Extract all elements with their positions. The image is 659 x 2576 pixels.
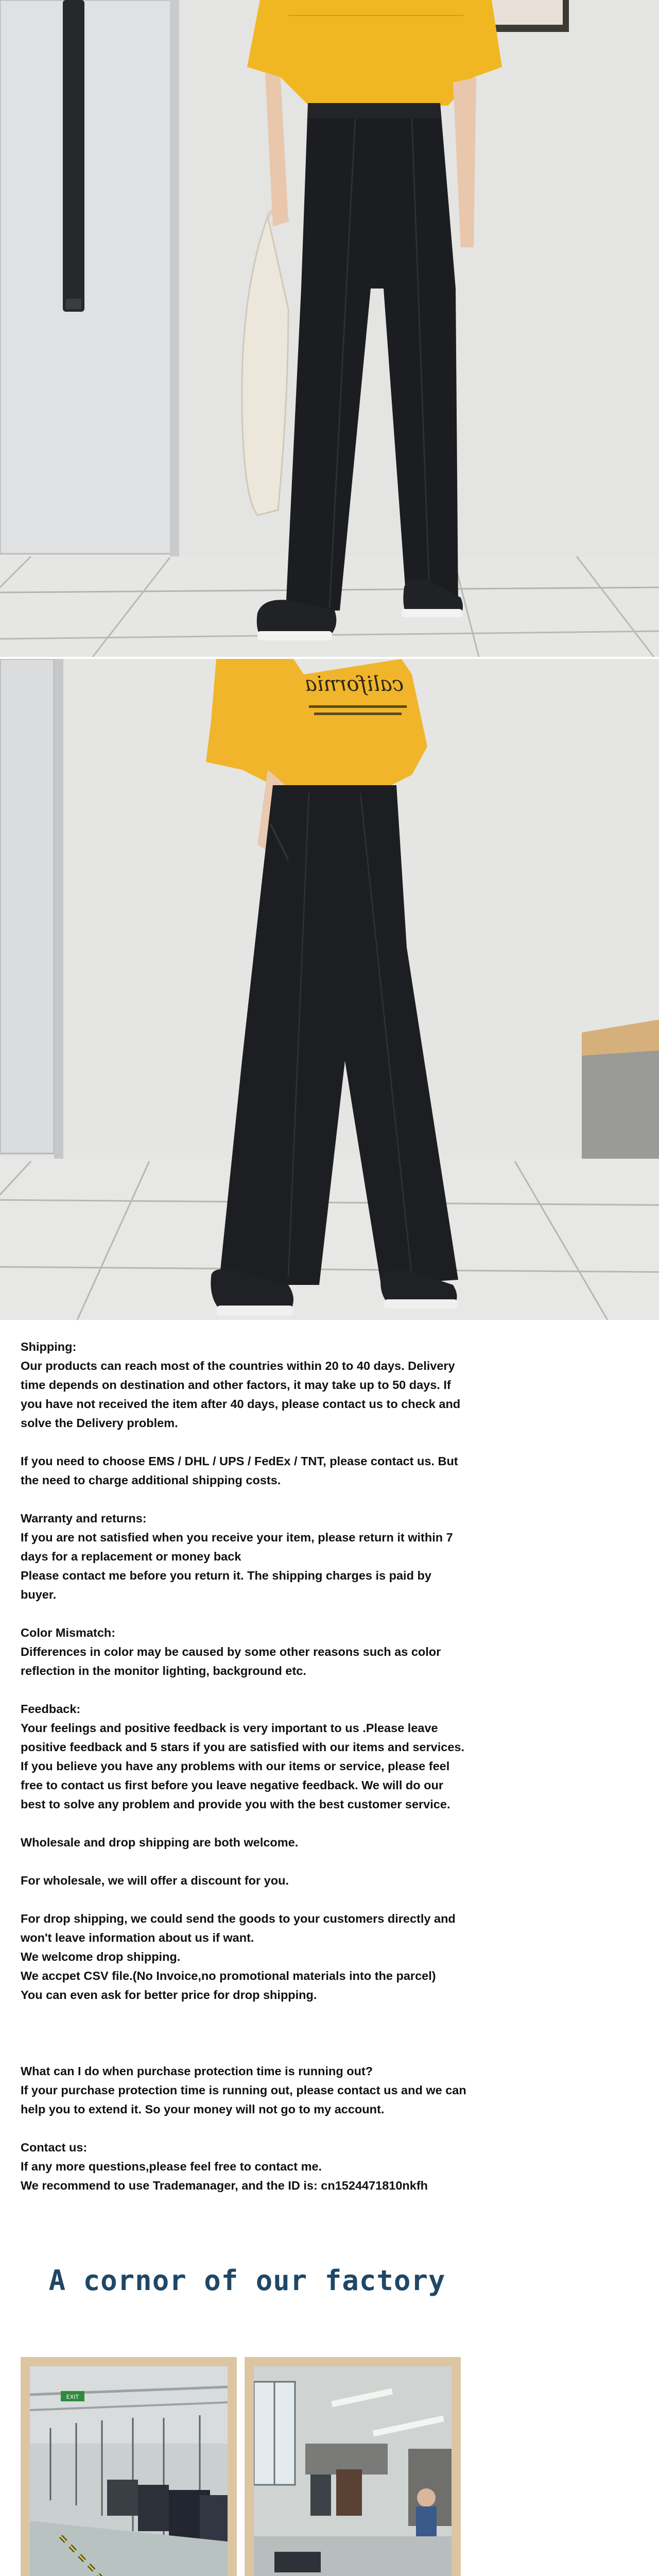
feedback-heading: Feedback: [21, 1702, 81, 1716]
protection-heading: What can I do when purchase protection time is running out? [21, 2064, 373, 2078]
exit-sign-text: EXIT [66, 2394, 79, 2400]
photo-side-drawing [0, 659, 659, 1320]
warranty-text: If you are not satisfied when you receive your item, please return it within 7 days for a replacement or money back Please contact me before you return it. The shipping charges is paid by buyer. [21, 1531, 453, 1601]
warranty-heading: Warranty and returns: [21, 1512, 147, 1525]
photo-front-drawing [0, 0, 659, 657]
factory-left-drawing [30, 2366, 228, 2576]
shipping-heading: Shipping: [21, 1340, 77, 1353]
express-text: If you need to choose EMS / DHL / UPS / FedEx / TNT, please contact us. But the need to charge additional shipping costs. [21, 1454, 458, 1487]
feedback-text: Your feelings and positive feedback is very important to us .Please leave positive feedback and 5 stars if you are satisfied with our items and services. If you believe you have any problems with our items or service, please feel free to contact us first before you leave negative feedback. We will do our best to solve any problem and provide you with the best customer service. [21, 1721, 464, 1811]
contact-heading: Contact us: [21, 2141, 88, 2154]
shipping-text: Our products can reach most of the countries within 20 to 40 days. Delivery time depends on destination and other factors, it may take up to 50 days. If you have not received the item after 40 days, please contact us to check and solve the Delivery problem. [21, 1359, 461, 1430]
protection-text: If your purchase protection time is running out, please contact us and we can help you to extend it. So your money will not go to my account. [21, 2083, 466, 2116]
wholesale-welcome: Wholesale and drop shipping are both welcome. [21, 1836, 299, 1849]
model-photo-front [0, 0, 659, 657]
color-heading: Color Mismatch: [21, 1626, 116, 1639]
contact-text: If any more questions,please feel free to contact me. We recommend to use Trademanager, and the ID is: cn1524471810nkfh [21, 2160, 428, 2192]
model-photo-side [0, 659, 659, 1320]
factory-title: A cornor of our factory [48, 2264, 446, 2297]
store-policy-text [21, 1337, 474, 2195]
shirt-print-text: california [304, 672, 404, 696]
factory-photo-left [21, 2357, 237, 2576]
factory-photo-right [245, 2357, 461, 2576]
factory-right-drawing [254, 2366, 452, 2576]
drop-shipping-text: For drop shipping, we could send the goods to your customers directly and won't leave information about us if want. We welcome drop shipping. We accpet CSV file.(No Invoice,no promotional materials into the parcel) You can even ask for better price for drop shipping. [21, 1912, 456, 2002]
color-text: Differences in color may be caused by some other reasons such as color reflection in the monitor lighting, background etc. [21, 1645, 441, 1677]
wholesale-discount: For wholesale, we will offer a discount for you. [21, 1874, 289, 1887]
